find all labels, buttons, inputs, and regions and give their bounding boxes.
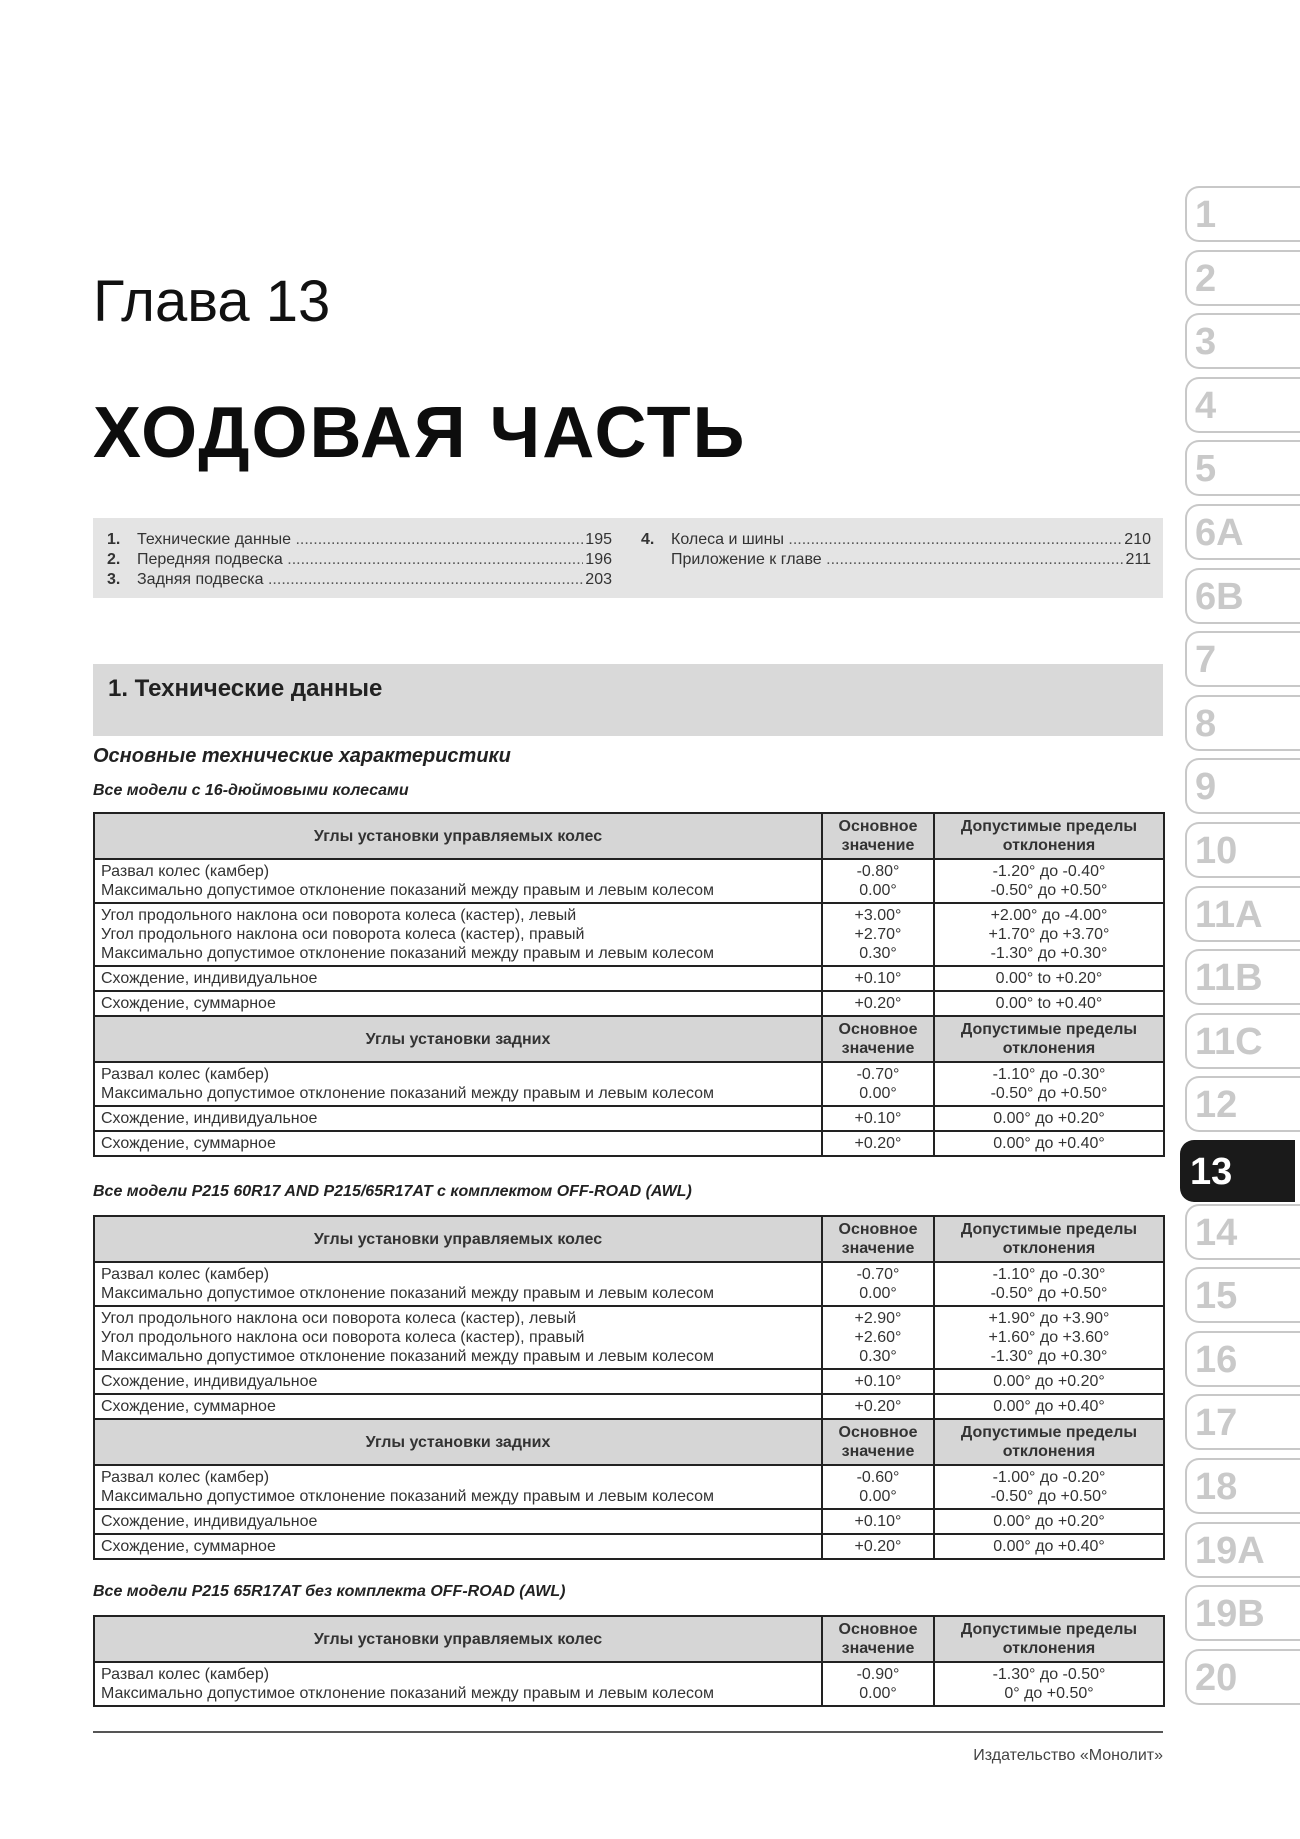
toc-text: Технические данные ..... <box>137 530 583 550</box>
table-row <box>94 1662 1164 1706</box>
toc-item[interactable] <box>641 530 1151 550</box>
header-base: Основное значение <box>822 1419 934 1465</box>
spec-table-1 <box>93 812 1165 1157</box>
header-limits: Допустимые пределы отклонения <box>934 1016 1164 1062</box>
header-limits: Допустимые пределы отклонения <box>934 1216 1164 1262</box>
toc-num <box>641 550 671 570</box>
table-row <box>94 859 1164 903</box>
table-row <box>94 1369 1164 1394</box>
chapter-tab-11c[interactable]: 11C <box>1185 1013 1300 1069</box>
row-label: Максимально допустимое отклонение показаний между правым и левым колесом <box>101 945 715 962</box>
header-base: Основное значение <box>822 1216 934 1262</box>
chapter-tab-2[interactable]: 2 <box>1185 250 1300 306</box>
chapter-tab-14[interactable]: 14 <box>1185 1204 1300 1260</box>
chapter-tab-19a[interactable]: 19A <box>1185 1522 1300 1578</box>
base-value: 0.00° <box>859 1085 897 1102</box>
limit-value: -1.30° до +0.30° <box>990 945 1108 962</box>
base-value: +2.90° <box>854 1310 902 1327</box>
spec-table-3 <box>93 1615 1165 1707</box>
table-row <box>94 1131 1164 1156</box>
toc-text: Колеса и шины ..... <box>671 530 1122 550</box>
chapter-tab-13[interactable]: 13 <box>1180 1140 1295 1202</box>
base-value: +0.20° <box>822 1394 934 1419</box>
chapter-tab-17[interactable]: 17 <box>1185 1394 1300 1450</box>
limit-value: 0.00° to +0.20° <box>934 966 1164 991</box>
base-value: +2.60° <box>854 1329 902 1346</box>
toc-page: 211 <box>1125 551 1151 568</box>
base-value: 0.30° <box>859 945 897 962</box>
row-label: Максимально допустимое отклонение показаний между правым и левым колесом <box>101 1085 715 1102</box>
table-of-contents <box>93 518 1163 598</box>
row-label: Схождение, индивидуальное <box>94 966 822 991</box>
chapter-tab-20[interactable]: 20 <box>1185 1649 1300 1705</box>
limit-value: -1.30° до -0.50° <box>992 1666 1106 1683</box>
base-value: 0.30° <box>859 1348 897 1365</box>
toc-text: Задняя подвеска ..... <box>137 570 583 590</box>
toc-item[interactable] <box>641 550 1151 570</box>
toc-num: 1. <box>107 531 121 548</box>
footer-divider <box>93 1731 1163 1733</box>
table-row <box>94 1262 1164 1306</box>
toc-item[interactable] <box>107 570 612 590</box>
header-limits: Допустимые пределы отклонения <box>934 813 1164 859</box>
row-label: Схождение, индивидуальное <box>94 1369 822 1394</box>
base-value: 0.00° <box>859 1685 897 1702</box>
chapter-tab-11a[interactable]: 11A <box>1185 886 1300 942</box>
header-front: Углы установки управляемых колес <box>94 1616 822 1662</box>
limit-value: -0.50° до +0.50° <box>990 1488 1108 1505</box>
row-label: Схождение, суммарное <box>94 1394 822 1419</box>
chapter-tab-8[interactable]: 8 <box>1185 695 1300 751</box>
section-subtitle: Основные технические характеристики <box>93 745 511 767</box>
row-label: Схождение, индивидуальное <box>94 1106 822 1131</box>
row-label: Схождение, суммарное <box>94 1131 822 1156</box>
limit-value: 0.00° до +0.40° <box>934 1394 1164 1419</box>
chapter-tab-15[interactable]: 15 <box>1185 1267 1300 1323</box>
toc-page: 196 <box>585 551 612 568</box>
row-label: Развал колес (камбер) <box>101 1266 270 1283</box>
chapter-title: ХОДОВАЯ ЧАСТЬ <box>93 393 747 473</box>
toc-page: 195 <box>585 531 612 548</box>
table-row <box>94 1106 1164 1131</box>
row-label: Развал колес (камбер) <box>101 1666 270 1683</box>
toc-page: 210 <box>1124 531 1151 548</box>
limit-value: -0.50° до +0.50° <box>990 1085 1108 1102</box>
table-row <box>94 1509 1164 1534</box>
row-label: Угол продольного наклона оси поворота колеса (кастер), правый <box>101 926 585 943</box>
chapter-tab-10[interactable]: 10 <box>1185 822 1300 878</box>
toc-num: 2. <box>107 551 121 568</box>
limit-value: +1.90° до +3.90° <box>988 1310 1110 1327</box>
limit-value: -1.20° до -0.40° <box>992 863 1106 880</box>
base-value: +0.10° <box>822 1369 934 1394</box>
base-value: -0.70° <box>856 1266 900 1283</box>
toc-item[interactable] <box>107 530 612 550</box>
limit-value: 0° до +0.50° <box>1004 1685 1094 1702</box>
chapter-label: Глава 13 <box>93 269 331 334</box>
base-value: -0.80° <box>856 863 900 880</box>
row-label: Угол продольного наклона оси поворота колеса (кастер), правый <box>101 1329 585 1346</box>
row-label: Максимально допустимое отклонение показаний между правым и левым колесом <box>101 882 715 899</box>
base-value: 0.00° <box>859 1285 897 1302</box>
base-value: +2.70° <box>854 926 902 943</box>
publisher: Издательство «Монолит» <box>973 1747 1163 1764</box>
limit-value: -1.10° до -0.30° <box>992 1266 1106 1283</box>
base-value: +0.10° <box>822 1106 934 1131</box>
limit-value: -1.00° до -0.20° <box>992 1469 1106 1486</box>
toc-item[interactable] <box>107 550 612 570</box>
toc-num: 3. <box>107 571 121 588</box>
row-label: Схождение, индивидуальное <box>94 1509 822 1534</box>
table-row <box>94 1062 1164 1106</box>
row-label: Развал колес (камбер) <box>101 1469 270 1486</box>
base-value: 0.00° <box>859 882 897 899</box>
limit-value: -1.10° до -0.30° <box>992 1066 1106 1083</box>
toc-page: 203 <box>585 571 612 588</box>
chapter-tab-11b[interactable]: 11B <box>1185 949 1300 1005</box>
base-value: -0.90° <box>856 1666 900 1683</box>
chapter-tab-16[interactable]: 16 <box>1185 1331 1300 1387</box>
table-row <box>94 1465 1164 1509</box>
limit-value: 0.00° до +0.20° <box>934 1509 1164 1534</box>
base-value: +0.20° <box>822 1131 934 1156</box>
limit-value: -0.50° до +0.50° <box>990 882 1108 899</box>
header-limits: Допустимые пределы отклонения <box>934 1419 1164 1465</box>
group-heading: Все модели P215 65R17AT без комплекта OFF-ROAD (AWL) <box>93 1583 566 1600</box>
row-label: Развал колес (камбер) <box>101 863 270 880</box>
row-label: Максимально допустимое отклонение показаний между правым и левым колесом <box>101 1685 715 1702</box>
row-label: Максимально допустимое отклонение показаний между правым и левым колесом <box>101 1348 715 1365</box>
limit-value: +1.60° до +3.60° <box>988 1329 1110 1346</box>
toc-num: 4. <box>641 531 655 548</box>
spec-table-2 <box>93 1215 1165 1560</box>
base-value: +0.20° <box>822 1534 934 1559</box>
row-label: Угол продольного наклона оси поворота колеса (кастер), левый <box>101 907 577 924</box>
chapter-tab-5[interactable]: 5 <box>1185 440 1300 496</box>
chapter-tab-6a[interactable]: 6A <box>1185 504 1300 560</box>
row-label: Максимально допустимое отклонение показаний между правым и левым колесом <box>101 1285 715 1302</box>
chapter-tab-1[interactable]: 1 <box>1185 186 1300 242</box>
chapter-tab-9[interactable]: 9 <box>1185 758 1300 814</box>
base-value: +0.20° <box>822 991 934 1016</box>
row-label: Развал колес (камбер) <box>101 1066 270 1083</box>
table-row <box>94 1306 1164 1369</box>
limit-value: 0.00° до +0.40° <box>934 1534 1164 1559</box>
limit-value: 0.00° до +0.20° <box>934 1369 1164 1394</box>
table-row <box>94 903 1164 966</box>
limit-value: +1.70° до +3.70° <box>988 926 1110 943</box>
table-row <box>94 966 1164 991</box>
toc-text: Приложение к главе ..... <box>671 550 1123 570</box>
row-label: Максимально допустимое отклонение показаний между правым и левым колесом <box>101 1488 715 1505</box>
header-base: Основное значение <box>822 1016 934 1062</box>
chapter-tab-19b[interactable]: 19B <box>1185 1585 1300 1641</box>
header-limits: Допустимые пределы отклонения <box>934 1616 1164 1662</box>
table-row <box>94 1394 1164 1419</box>
section-title: 1. Технические данные <box>108 675 383 702</box>
chapter-tab-3[interactable]: 3 <box>1185 313 1300 369</box>
chapter-tab-4[interactable]: 4 <box>1185 377 1300 433</box>
base-value: +0.10° <box>822 1509 934 1534</box>
header-base: Основное значение <box>822 813 934 859</box>
group-heading: Все модели P215 60R17 AND P215/65R17AT с комплектом OFF-ROAD (AWL) <box>93 1183 692 1200</box>
base-value: 0.00° <box>859 1488 897 1505</box>
limit-value: 0.00° до +0.40° <box>934 1131 1164 1156</box>
row-label: Схождение, суммарное <box>94 1534 822 1559</box>
header-rear: Углы установки задних <box>94 1419 822 1465</box>
table-row <box>94 991 1164 1016</box>
limit-value: +2.00° до -4.00° <box>990 907 1108 924</box>
base-value: -0.70° <box>856 1066 900 1083</box>
base-value: +3.00° <box>854 907 902 924</box>
row-label: Угол продольного наклона оси поворота колеса (кастер), левый <box>101 1310 577 1327</box>
base-value: -0.60° <box>856 1469 900 1486</box>
group-heading: Все модели с 16-дюймовыми колесами <box>93 782 409 799</box>
header-base: Основное значение <box>822 1616 934 1662</box>
chapter-tab-6b[interactable]: 6B <box>1185 568 1300 624</box>
limit-value: 0.00° до +0.20° <box>934 1106 1164 1131</box>
base-value: +0.10° <box>822 966 934 991</box>
toc-text: Передняя подвеска ..... <box>137 550 583 570</box>
limit-value: -0.50° до +0.50° <box>990 1285 1108 1302</box>
table-row <box>94 1534 1164 1559</box>
limit-value: -1.30° до +0.30° <box>990 1348 1108 1365</box>
chapter-tab-7[interactable]: 7 <box>1185 631 1300 687</box>
chapter-tab-12[interactable]: 12 <box>1185 1076 1300 1132</box>
limit-value: 0.00° to +0.40° <box>934 991 1164 1016</box>
header-rear: Углы установки задних <box>94 1016 822 1062</box>
chapter-tab-18[interactable]: 18 <box>1185 1458 1300 1514</box>
header-front: Углы установки управляемых колес <box>94 813 822 859</box>
header-front: Углы установки управляемых колес <box>94 1216 822 1262</box>
row-label: Схождение, суммарное <box>94 991 822 1016</box>
